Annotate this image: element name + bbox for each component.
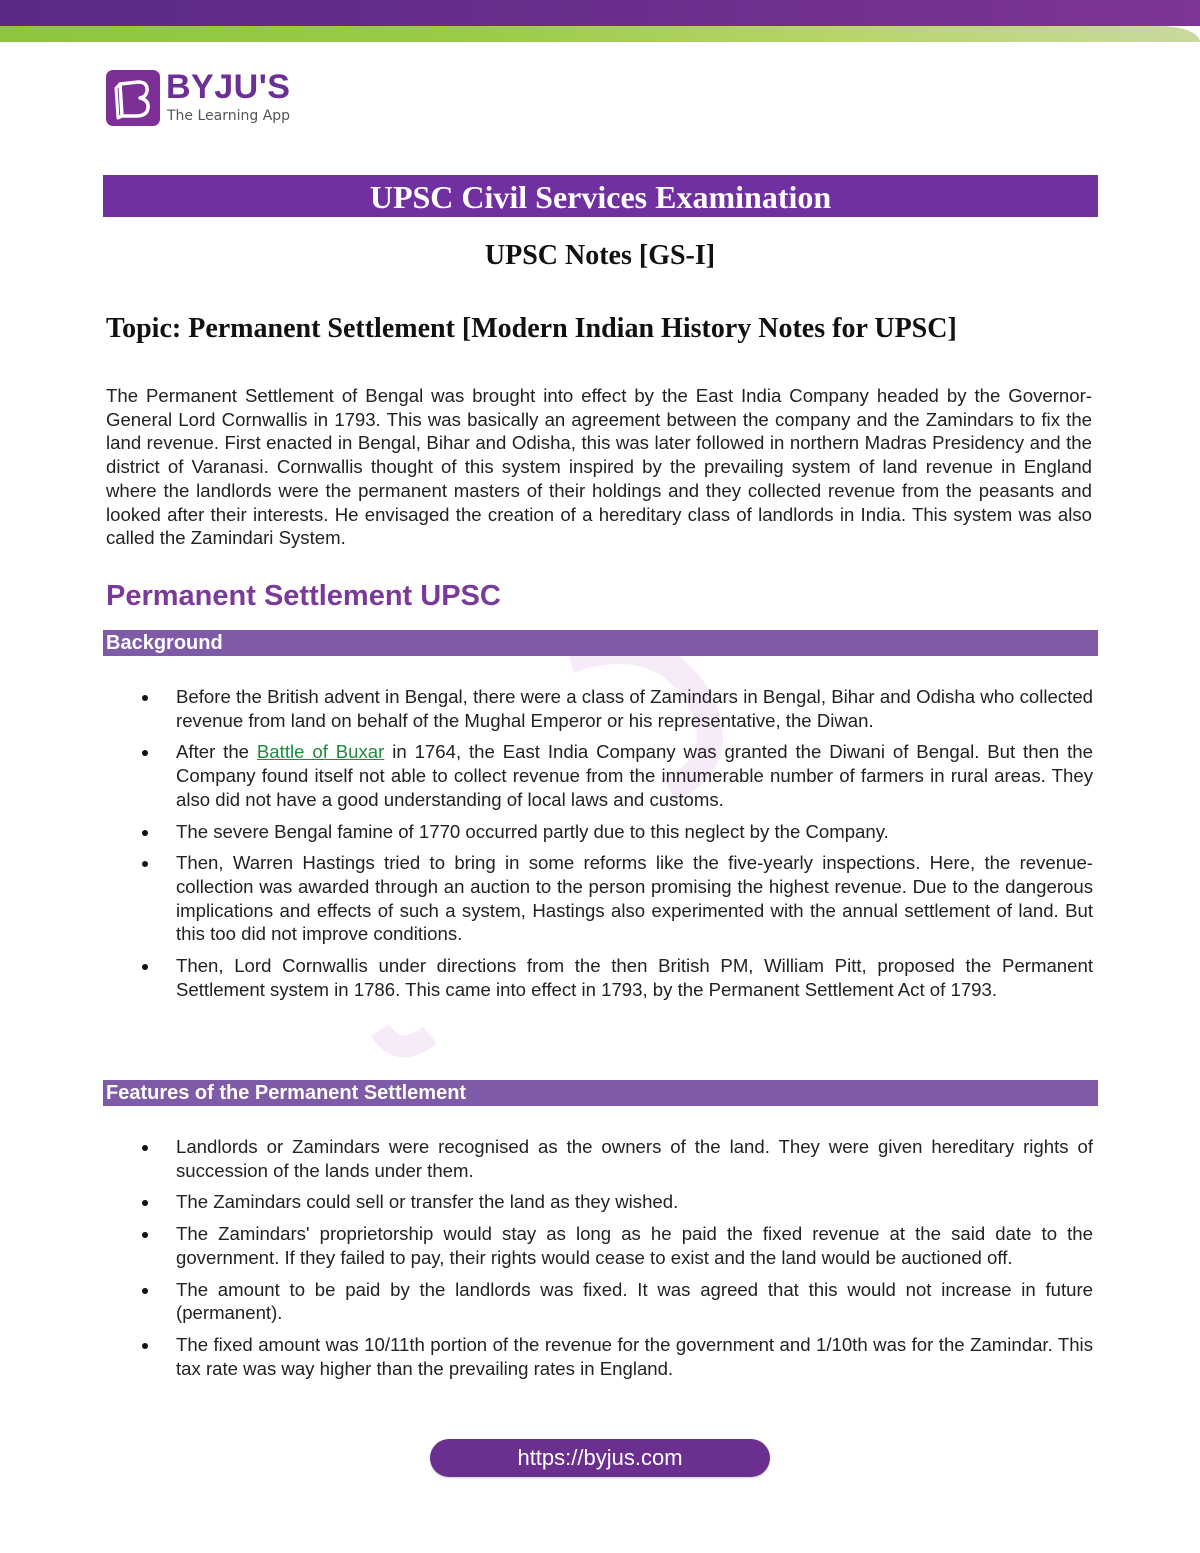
- list-item: After the Battle of Buxar in 1764, the East India Company was granted the Diwani of Bengal. But then the Company found itself not able to collect revenue from the innumerable number of farmers in rural areas. They also did not have a good understanding of local laws and customs.: [176, 740, 1093, 811]
- header-stripe-purple: [0, 0, 1200, 26]
- list-item: The Zamindars' proprietorship would stay as long as he paid the fixed revenue at the said date to the government. If they failed to pay, their rights would cease to exist and the land would be auctioned off.: [176, 1222, 1093, 1269]
- list-item: The amount to be paid by the landlords was fixed. It was agreed that this would not increase in future (permanent).: [176, 1278, 1093, 1325]
- intro-paragraph: The Permanent Settlement of Bengal was brought into effect by the East India Company headed by the Governor-General Lord Cornwallis in 1793. This was basically an agreement between the company and the Zamindars to fix the land revenue. First enacted in Bengal, Bihar and Odisha, this was later followed in northern Madras Presidency and the district of Varanasi. Cornwallis thought of this system inspired by the prevailing system of land revenue in England where the landlords were the permanent masters of their holdings and they collected revenue from the peasants and looked after their interests. He envisaged the creation of a hereditary class of landlords in India. This system was also called the Zamindari System.: [106, 385, 1092, 549]
- bullet-icon: [142, 1200, 148, 1206]
- byjus-logo: [106, 68, 326, 130]
- exam-banner: UPSC Civil Services Examination: [103, 175, 1098, 217]
- list-item: Before the British advent in Bengal, there were a class of Zamindars in Bengal, Bihar and Odisha who collected revenue from land on behalf of the Mughal Emperor or his representative, the Diwan.: [176, 685, 1093, 732]
- bullet-icon: [142, 1145, 148, 1151]
- list-item: Then, Lord Cornwallis under directions from the then British PM, William Pitt, proposed the Permanent Settlement system in 1786. This came into effect in 1793, by the Permanent Settlement Act of 1793.: [176, 954, 1093, 1001]
- battle-of-buxar-link[interactable]: Battle of Buxar: [256, 741, 385, 763]
- logo-wordmark: BYJU'S: [166, 68, 291, 106]
- logo-tagline: The Learning App: [167, 108, 291, 124]
- features-section-bar: Features of the Permanent Settlement: [103, 1080, 1098, 1106]
- list-item: The severe Bengal famine of 1770 occurred partly due to this neglect by the Company.: [176, 820, 1093, 844]
- list-item: The fixed amount was 10/11th portion of the revenue for the government and 1/10th was for the Zamindar. This tax rate was way higher than the prevailing rates in England.: [176, 1333, 1093, 1380]
- list-item: Then, Warren Hastings tried to bring in some reforms like the five-yearly inspections. Here, the revenue-collection was awarded through an auction to the person promising the highest revenue. Due to the dangerous implications and effects of such a system, Hastings also experimented with the annual settlement of land. But this too did not improve conditions.: [176, 851, 1093, 946]
- background-list: [0, 685, 1200, 1009]
- section-title: Permanent Settlement UPSC: [106, 580, 501, 612]
- topic-heading: Topic: Permanent Settlement [Modern Indian History Notes for UPSC]: [106, 313, 957, 344]
- logo-b-icon: [106, 70, 160, 126]
- notes-heading: UPSC Notes [GS-I]: [484, 240, 716, 271]
- list-item: The Zamindars could sell or transfer the land as they wished.: [176, 1190, 1093, 1214]
- bullet-icon: [142, 964, 148, 970]
- bullet-icon: [142, 750, 148, 756]
- footer-url-link[interactable]: https://byjus.com: [430, 1439, 770, 1477]
- bullet-icon: [142, 1288, 148, 1294]
- bullet-icon: [142, 861, 148, 867]
- bullet-icon: [142, 695, 148, 701]
- background-section-bar: Background: [103, 630, 1098, 656]
- bullet-icon: [142, 830, 148, 836]
- bullet-icon: [142, 1232, 148, 1238]
- bullet-icon: [142, 1343, 148, 1349]
- header-stripe-green: [0, 26, 1200, 42]
- list-item: Landlords or Zamindars were recognised as the owners of the land. They were given hereditary rights of succession of the lands under them.: [176, 1135, 1093, 1182]
- features-list: [0, 1135, 1200, 1388]
